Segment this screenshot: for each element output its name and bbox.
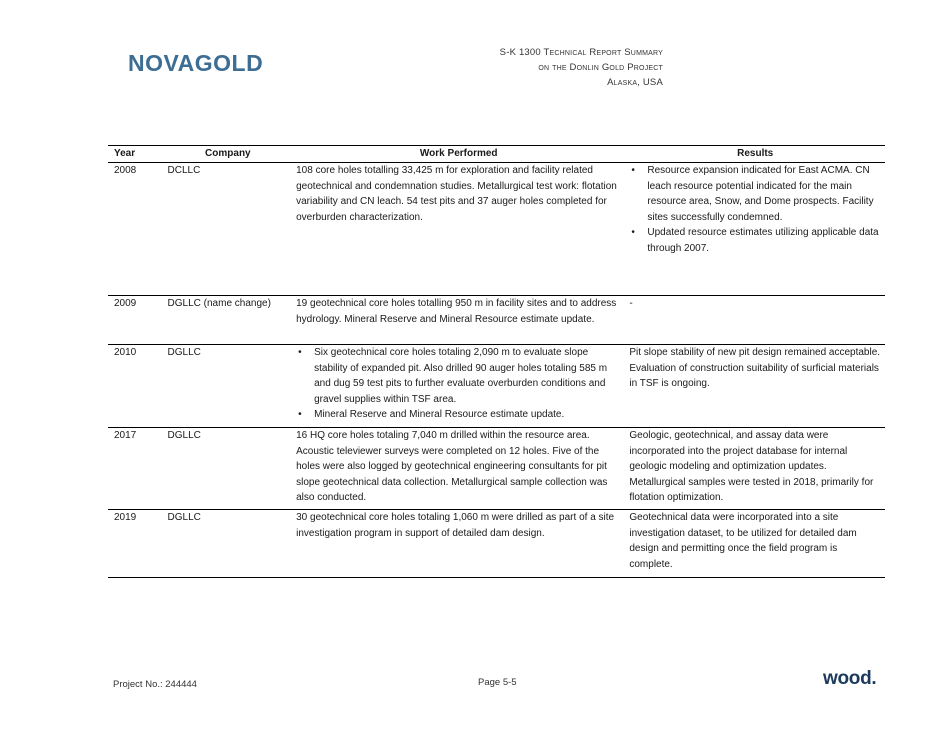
list-item <box>629 163 881 225</box>
list-item-text: Updated resource estimates utilizing applicable data through 2007. <box>647 227 879 254</box>
list-item-text: Mineral Reserve and Mineral Resource estimate update. <box>314 409 565 420</box>
bullet-icon: • <box>298 347 302 358</box>
cell-results: Pit slope stability of new pit design remained acceptable. Evaluation of construction suitability of surficial materials in TSF is ongoing. <box>629 347 881 389</box>
table-row <box>108 345 885 428</box>
cell-work <box>292 345 625 428</box>
table-row <box>108 428 885 510</box>
results-list <box>629 163 881 256</box>
list-item <box>296 345 621 407</box>
cell-company: DGLLC (name change) <box>167 298 271 309</box>
list-item <box>629 225 881 256</box>
col-header-results: Results <box>737 148 774 160</box>
cell-company: DGLLC <box>167 430 201 441</box>
report-title-line1: S-K 1300 Technical Report Summary <box>499 47 663 58</box>
cell-work: 19 geotechnical core holes totalling 950 m in facility sites and to address hydrology. Mineral Reserve and Mineral Resource estimate update. <box>296 298 617 325</box>
cell-results <box>625 163 885 296</box>
cell-work: 108 core holes totalling 33,425 m for exploration and facility related geotechnical and condemnation studies. Metallurgical test work: flotation variability and CN leach. 54 test pits and 37 auger holes completed for overburden characterization. <box>296 165 617 223</box>
cell-results: Geologic, geotechnical, and assay data were incorporated into the project database for internal geologic modeling and optimization updates. Metallurgical samples were tested in 2018, primarily for flotation optimization. <box>629 430 874 503</box>
cell-company: DCLLC <box>167 165 201 176</box>
page-number: Page 5-5 <box>478 677 517 688</box>
report-title-line2: on the Donlin Gold Project <box>538 62 663 73</box>
table-row <box>108 510 885 578</box>
cell-company: DGLLC <box>167 347 201 358</box>
bullet-icon: • <box>631 165 635 176</box>
cell-results: Geotechnical data were incorporated into a site investigation dataset, to be utilized for detailed dam design and permitting once the field program is complete. <box>629 512 857 570</box>
bullet-icon: • <box>298 409 302 420</box>
work-list <box>296 345 621 423</box>
col-header-work-performed: Work Performed <box>419 148 498 160</box>
table-header-row <box>108 146 885 163</box>
cell-year: 2009 <box>114 298 137 309</box>
wood-logo-dot: . <box>871 668 877 689</box>
cell-year: 2017 <box>114 430 137 441</box>
cell-work: 16 HQ core holes totaling 7,040 m drilled within the resource area. Acoustic televiewer surveys were completed on 12 holes. Five of the holes were also logged by geotechnical engineering consultants for pit slope geotechnical data collection. Metallurgical sample collection was also conducted. <box>296 430 608 503</box>
wood-logo <box>823 668 876 690</box>
list-item-text: Six geotechnical core holes totaling 2,090 m to evaluate slope stability of expanded pit. Also drilled 90 auger holes totaling 585 m and dug 59 test pits to further evaluate overburden conditions and gravel supplies within TSF area. <box>314 347 608 405</box>
list-item <box>296 407 621 423</box>
col-header-year: Year <box>114 148 136 160</box>
report-title-line3: Alaska, USA <box>607 77 663 88</box>
bullet-icon: • <box>631 227 635 238</box>
project-number: Project No.: 244444 <box>113 679 197 690</box>
cell-year: 2008 <box>114 165 137 176</box>
cell-company: DGLLC <box>167 512 201 523</box>
col-header-company: Company <box>205 148 251 160</box>
novagold-logo: NOVAGOLD <box>128 50 264 76</box>
cell-year: 2019 <box>114 512 137 523</box>
wood-logo-text: wood <box>823 668 872 689</box>
cell-results: - <box>629 298 633 309</box>
report-header <box>500 45 663 90</box>
list-item-text: Resource expansion indicated for East ACMA. CN leach resource potential indicated for the main resource area, Snow, and Dome prospects. Facility sites successfully condemned. <box>647 165 874 223</box>
cell-year: 2010 <box>114 347 137 358</box>
work-history-table <box>108 145 885 578</box>
table-row <box>108 296 885 345</box>
table-row <box>108 163 885 296</box>
cell-work: 30 geotechnical core holes totaling 1,060 m were drilled as part of a site investigation program in support of detailed dam design. <box>296 512 615 539</box>
